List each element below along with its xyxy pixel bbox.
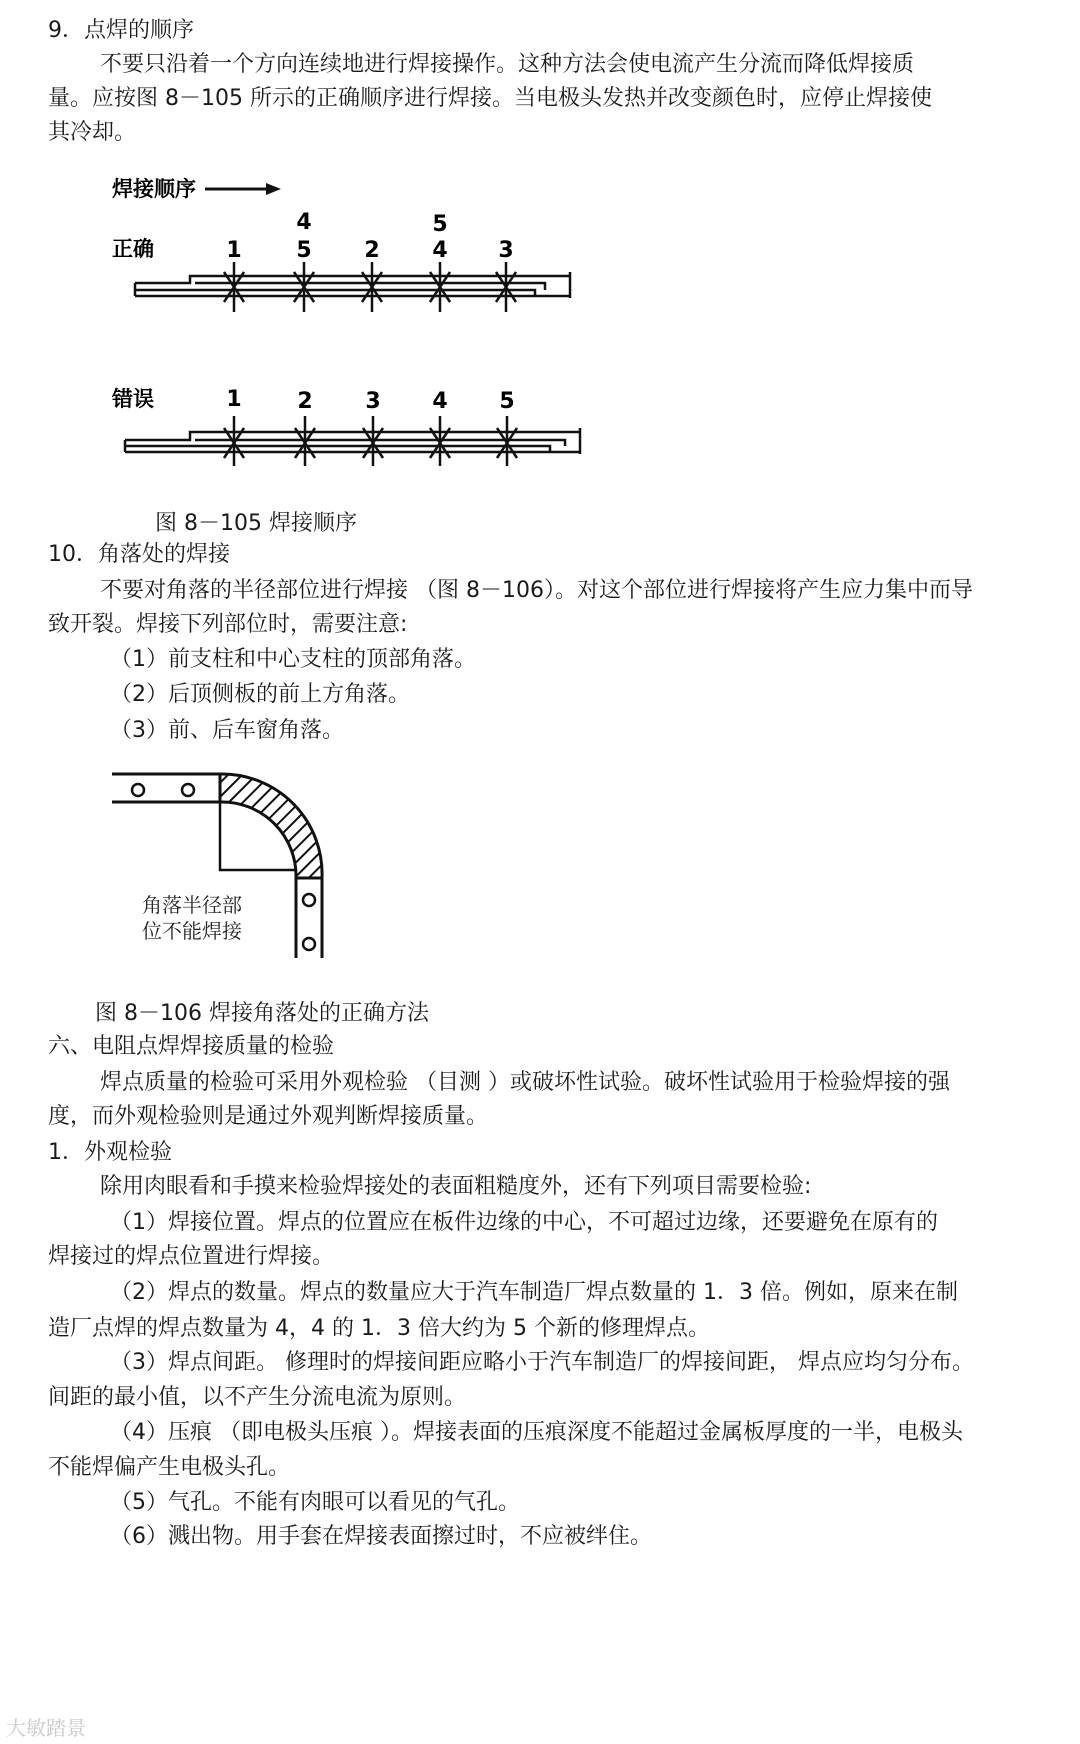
horizontal-flange <box>112 774 220 802</box>
paragraph-line: 间距的最小值，以不产生分流电流为原则。 <box>48 1385 467 1410</box>
paragraph-line: 焊接过的焊点位置进行焊接。 <box>48 1244 335 1269</box>
wrong-label: 错误 <box>112 387 154 411</box>
paragraph-line: 除用肉眼看和手摸来检验焊接处的表面粗糙度外，还有下列项目需要检验: <box>100 1174 812 1199</box>
section-6-title: 六、电阻点焊焊接质量的检验 <box>48 1034 335 1059</box>
list-item: （5）气孔。不能有肉眼可以看见的气孔。 <box>110 1490 520 1515</box>
paragraph-line: 量。应按图 8－105 所示的正确顺序进行焊接。当电极头发热并改变颜色时，应停止焊接使 <box>48 86 932 111</box>
section-10-title: 10．角落处的焊接 <box>48 542 230 567</box>
section-9-title: 9．点焊的顺序 <box>48 18 194 43</box>
seq-number: 2 <box>297 389 313 414</box>
list-item: （3）焊点间距。 修理时的焊接间距应略小于汽车制造厂的焊接间距， 焊点应均匀分布。 <box>110 1350 974 1375</box>
paragraph-line: 不要只沿着一个方向连续地进行焊接操作。这种方法会使电流产生分流而降低焊接质 <box>100 52 915 77</box>
paragraph-line: 不要对角落的半径部位进行焊接 （图 8－106）。对这个部位进行焊接将产生应力集中而导 <box>100 578 973 603</box>
seq-number: 5 <box>499 389 515 414</box>
watermark: 大敏踏景 <box>6 1716 86 1740</box>
corner-radius-hatched <box>220 774 322 878</box>
paragraph-line: 不能焊偏产生电极头孔。 <box>48 1455 291 1480</box>
figure-weld-sequence <box>0 160 700 500</box>
vertical-flange <box>296 878 322 958</box>
seq-number: 1 <box>226 238 242 263</box>
weld-spot-icon <box>182 784 194 796</box>
figure-corner-weld <box>100 760 340 970</box>
seq-number: 1 <box>226 387 242 412</box>
correct-label: 正确 <box>112 237 154 261</box>
list-item: （1）焊接位置。焊点的位置应在板件边缘的中心，不可超过边缘，还要避免在原有的 <box>110 1210 938 1235</box>
weld-spot-icon <box>303 938 315 950</box>
paragraph-line: 致开裂。焊接下列部位时，需要注意: <box>48 612 408 637</box>
weld-spot-icon <box>303 894 315 906</box>
list-item: （2）后顶侧板的前上方角落。 <box>110 682 410 707</box>
seq-top-number: 5 <box>432 212 448 237</box>
list-item: （4）压痕 （即电极头压痕 ）。焊接表面的压痕深度不能超过金属板厚度的一半，电极头 <box>110 1420 963 1445</box>
paragraph-line: 度，而外观检验则是通过外观判断焊接质量。 <box>48 1104 489 1129</box>
paragraph-line: 其冷却。 <box>48 120 137 145</box>
paragraph-line: 造厂点焊的焊点数量为 4，4 的 1．3 倍大约为 5 个新的修理焊点。 <box>48 1316 710 1341</box>
corner-note-line1: 角落半径部 <box>142 893 242 917</box>
weld-order-label: 焊接顺序 <box>112 177 196 201</box>
correct-weld-marks <box>224 262 516 312</box>
subsection-title: 1．外观检验 <box>48 1140 172 1165</box>
list-item: （2）焊点的数量。焊点的数量应大于汽车制造厂焊点数量的 1．3 倍。例如，原来在制 <box>110 1280 958 1305</box>
figure-caption: 图 8－106 焊接角落处的正确方法 <box>95 1001 429 1026</box>
figure-caption: 图 8－105 焊接顺序 <box>155 511 357 536</box>
seq-number: 2 <box>364 238 380 263</box>
seq-number: 5 <box>296 238 312 263</box>
seq-number: 3 <box>365 389 381 414</box>
list-item: （1）前支柱和中心支柱的顶部角落。 <box>110 647 476 672</box>
list-item: （3）前、后车窗角落。 <box>110 718 344 743</box>
seq-number: 4 <box>432 238 448 263</box>
seq-number: 4 <box>432 389 448 414</box>
weld-spot-icon <box>132 784 144 796</box>
paragraph-line: 焊点质量的检验可采用外观检验 （目测 ）或破坏性试验。破坏性试验用于检验焊接的强 <box>100 1070 950 1095</box>
corner-note-line2: 位不能焊接 <box>142 919 242 943</box>
seq-number: 3 <box>498 238 514 263</box>
list-item: （6）溅出物。用手套在焊接表面擦过时，不应被绊住。 <box>110 1524 652 1549</box>
seq-top-number: 4 <box>296 210 312 235</box>
arrow-right-icon <box>266 183 281 195</box>
